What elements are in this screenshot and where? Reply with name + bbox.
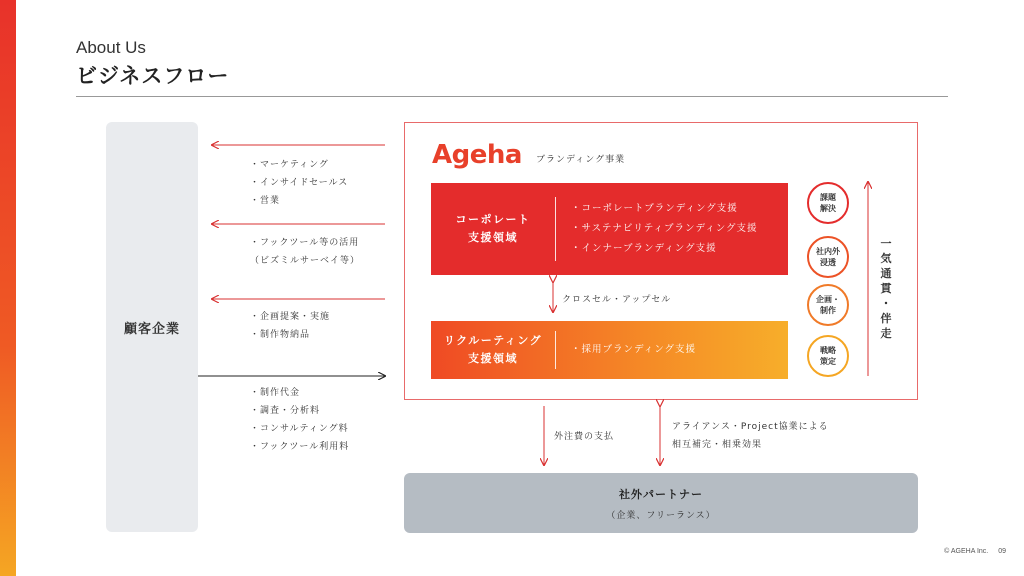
alliance-line2: 相互補完・相乗効果 <box>672 440 763 450</box>
recruiting-title-line1: リクルーティング <box>443 334 543 347</box>
page-number: 09 <box>998 548 1006 555</box>
vertical-char: 走 <box>880 327 892 340</box>
corporate-divider <box>555 197 556 261</box>
alliance-line1: アライアンス・Project協業による <box>672 422 829 432</box>
list-item: ・インサイドセールス <box>250 178 349 188</box>
circle-line2: 浸透 <box>820 258 836 267</box>
vertical-char: 通 <box>880 267 892 280</box>
vertical-char: 貫 <box>880 282 892 295</box>
list-item: ・企画提案・実施 <box>250 312 331 322</box>
circle-line1: 戦略 <box>820 346 836 355</box>
flow-list-payment <box>250 384 349 456</box>
accent-edge-bar <box>0 0 16 576</box>
flow-list-hooktool <box>250 234 360 270</box>
corporate-items <box>571 199 758 259</box>
recruiting-title-line2: 支援領域 <box>468 352 518 365</box>
alliance-label <box>672 418 829 454</box>
ageha-logo: Ageha <box>432 140 522 170</box>
footer <box>944 548 1006 555</box>
list-item: ・調査・分析料 <box>250 406 321 416</box>
recruiting-items <box>571 340 696 360</box>
list-item: ・営業 <box>250 196 281 206</box>
circle-line2: 策定 <box>820 357 836 366</box>
flow-list-proposal <box>250 308 330 344</box>
cross-sell-label: クロスセル・アップセル <box>562 295 672 305</box>
vertical-char: ・ <box>880 297 892 310</box>
branding-business-label: ブランディング事業 <box>536 155 626 165</box>
recruiting-support-box <box>431 321 788 379</box>
copyright-text: © AGEHA Inc. <box>944 548 989 555</box>
list-item: （ビズミルサーベイ等） <box>250 256 361 266</box>
list-item: ・インナーブランディング支援 <box>571 243 717 254</box>
customer-label: 顧客企業 <box>123 321 180 337</box>
end-to-end-label <box>878 236 894 341</box>
list-item: ・コーポレートブランディング支援 <box>571 203 738 214</box>
list-item: ・サステナビリティブランディング支援 <box>571 223 758 234</box>
header-divider <box>76 96 948 97</box>
list-item: ・コンサルティング料 <box>250 424 349 434</box>
recruiting-title <box>431 332 555 368</box>
list-item: ・制作代金 <box>250 388 301 398</box>
page-subtitle: About Us <box>76 38 146 57</box>
vertical-char: 一 <box>880 237 892 250</box>
corporate-support-box <box>431 183 788 275</box>
corporate-title-line2: 支援領域 <box>468 231 518 244</box>
outsource-payment-label: 外注費の支払 <box>554 432 615 442</box>
list-item: ・フックツール利用料 <box>250 442 350 452</box>
circle-internal-external <box>807 236 849 278</box>
partner-subtitle: （企業、フリーランス） <box>606 510 716 521</box>
customer-box <box>106 122 198 532</box>
vertical-char: 気 <box>880 252 892 265</box>
circle-line2: 解決 <box>820 204 836 213</box>
circle-strategy <box>807 335 849 377</box>
vertical-char: 伴 <box>880 312 892 325</box>
circle-problem-solving <box>807 182 849 224</box>
external-partner-box <box>404 473 918 533</box>
list-item: ・マーケティング <box>250 160 329 170</box>
circle-line1: 課題 <box>820 193 836 202</box>
corporate-title-line1: コーポレート <box>455 213 531 226</box>
list-item: ・制作物納品 <box>250 330 311 340</box>
list-item: ・フックツール等の活用 <box>250 238 360 248</box>
circle-line1: 企画・ <box>816 295 840 304</box>
circle-planning-production <box>807 284 849 326</box>
page-title: ビジネスフロー <box>76 64 230 88</box>
recruiting-divider <box>555 331 556 369</box>
circle-line1: 社内外 <box>816 247 840 256</box>
flow-list-marketing <box>250 156 348 210</box>
corporate-title <box>431 211 555 247</box>
list-item: ・採用ブランディング支援 <box>571 344 697 355</box>
partner-title: 社外パートナー <box>619 487 703 501</box>
circle-line2: 制作 <box>820 306 836 315</box>
